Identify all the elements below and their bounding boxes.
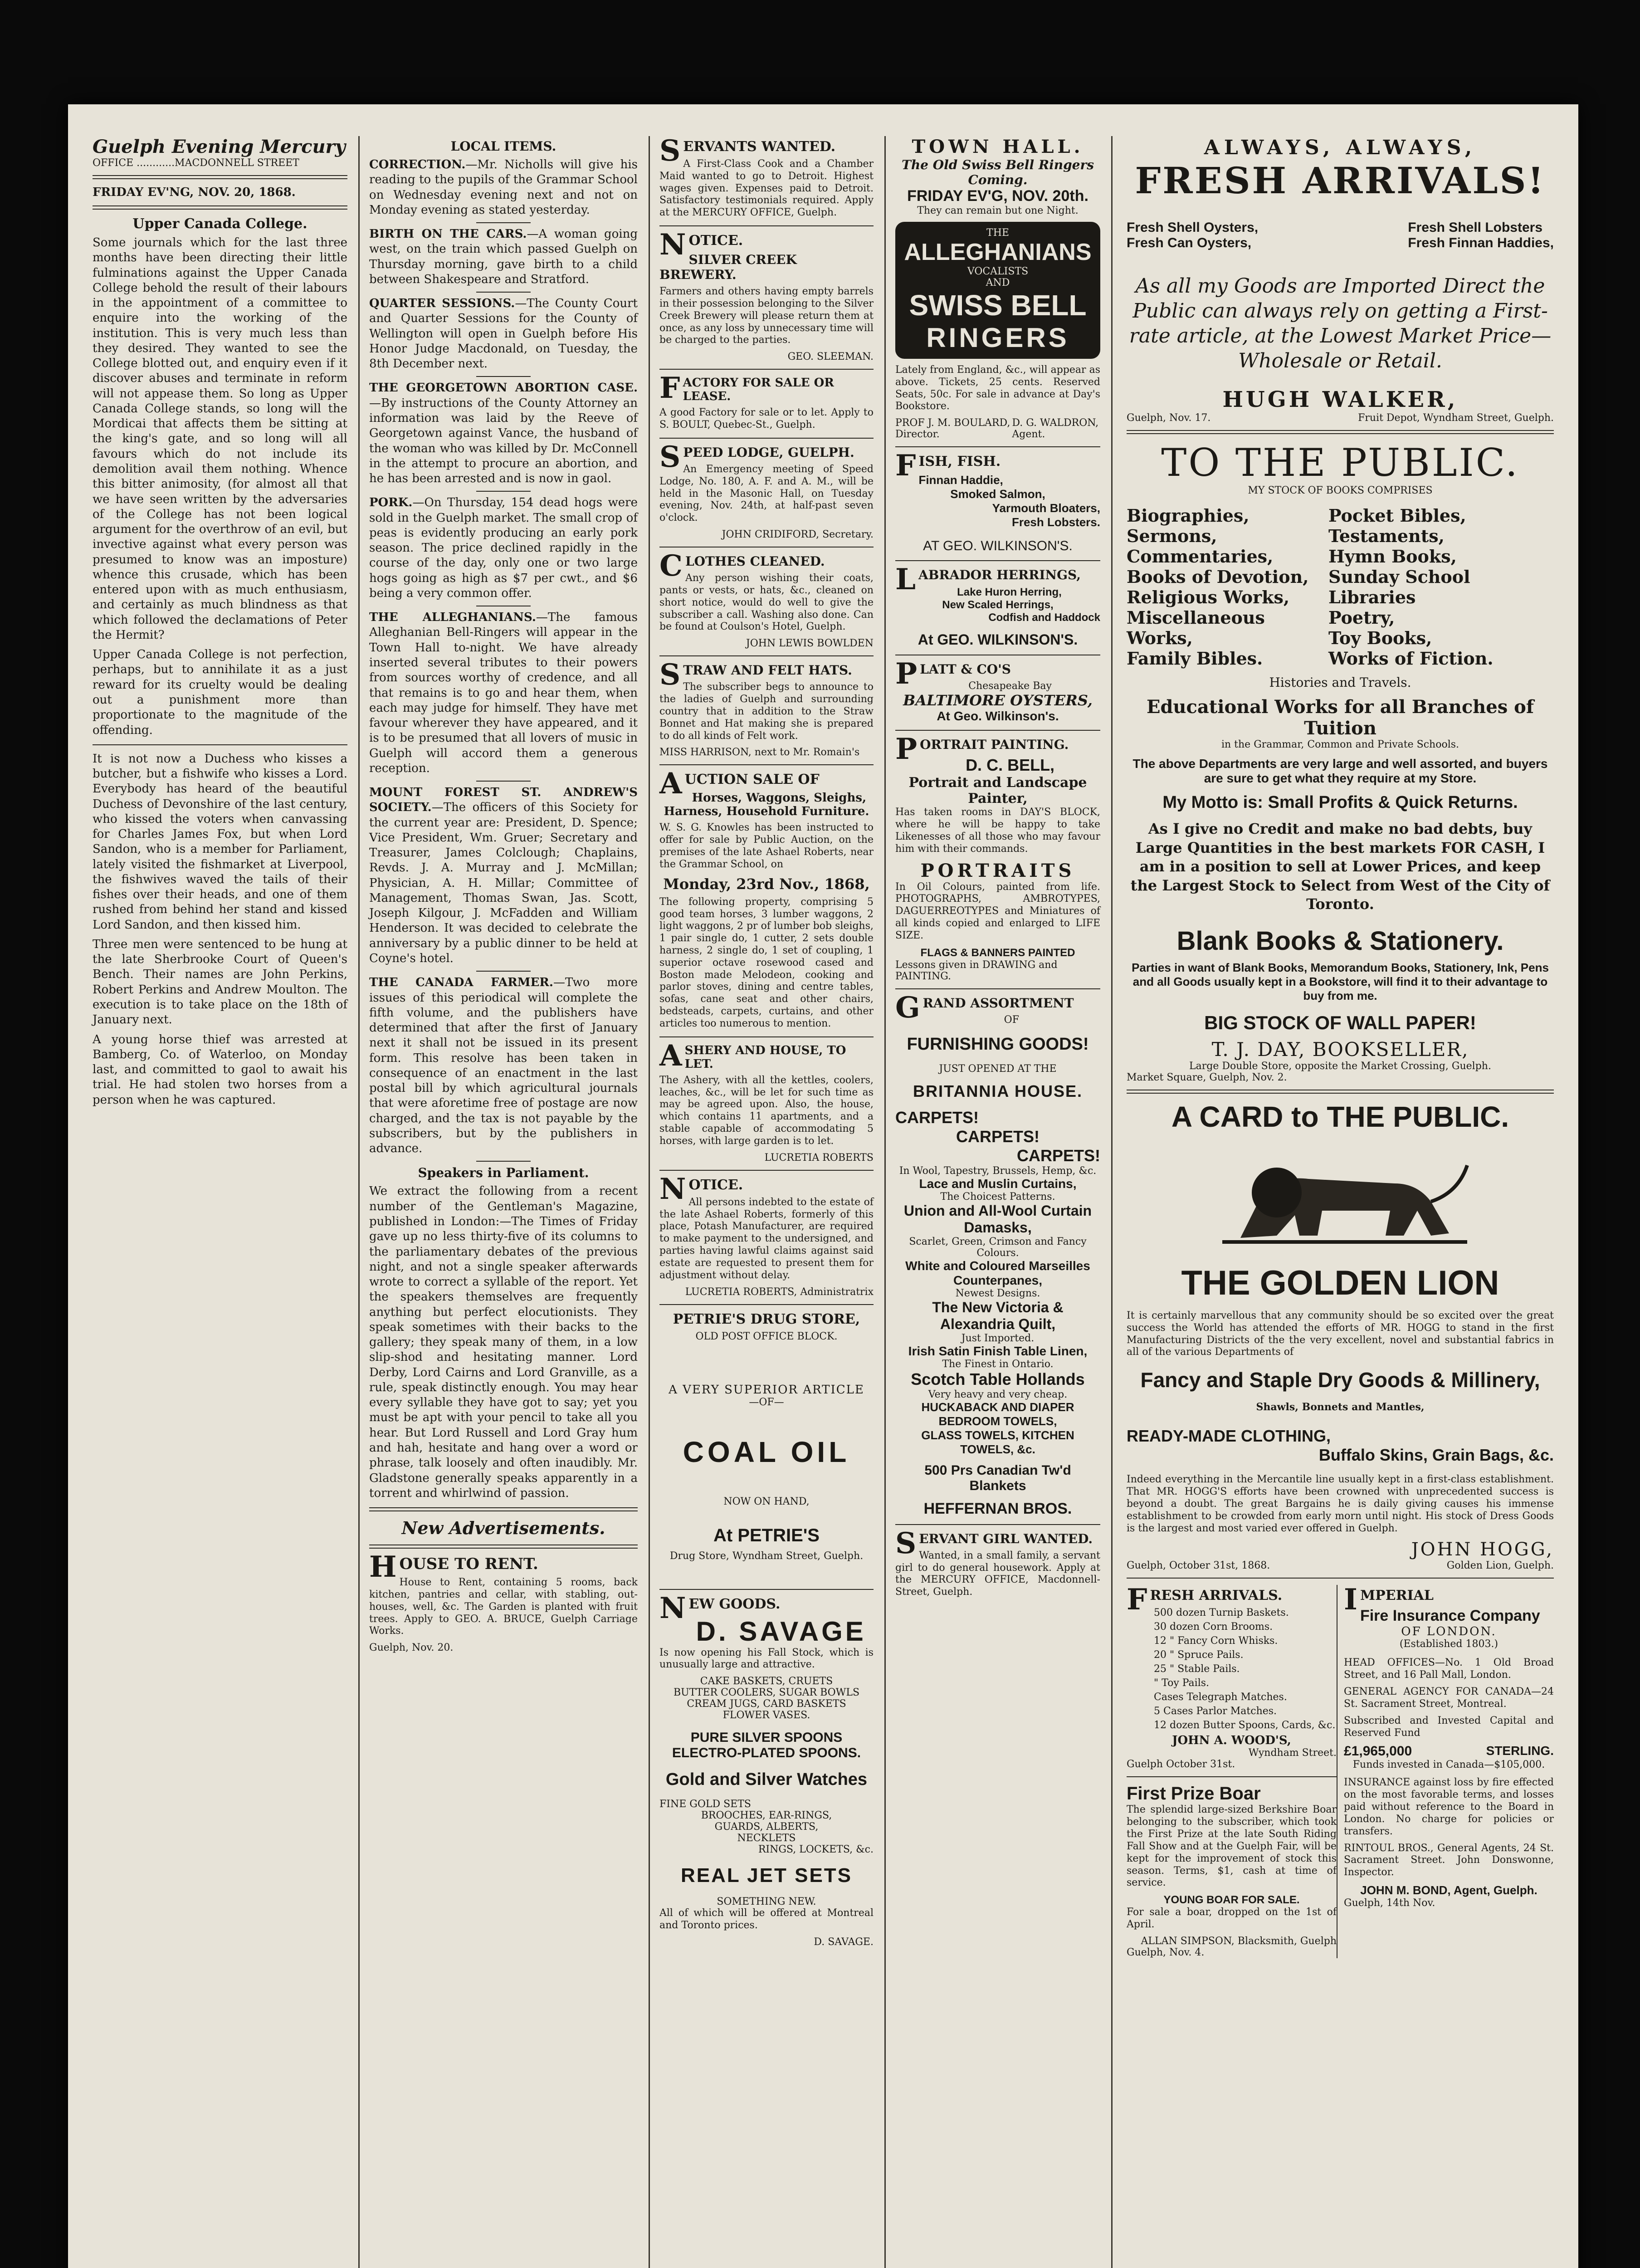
- ad-title: NOTICE.: [659, 1172, 743, 1206]
- ad-line: CARPETS!: [956, 1127, 1040, 1146]
- ad-line: ALWAYS, ALWAYS,: [1204, 136, 1477, 159]
- book-item: Biographies,: [1127, 505, 1250, 526]
- ad-line: HEFFERNAN BROS.: [923, 1500, 1072, 1517]
- ad-line: Scotch Table Hollands: [911, 1369, 1085, 1388]
- book-item: Poetry,: [1328, 607, 1395, 628]
- ad-title: IMPERIAL: [1344, 1583, 1434, 1617]
- divider: [93, 744, 347, 745]
- book-item: Family Bibles.: [1127, 648, 1263, 669]
- ad-text: It is certainly marvellous that any community should be so excited over the great success the World has attended the efforts of MR. HOGG to stand in the first Manufacturing Districts of the the very excellent, novel and substantial fabrics in all of the various Departments of: [1127, 1310, 1554, 1358]
- ad-line: Very heavy and very cheap.: [928, 1388, 1068, 1400]
- stock-item: 12 " Fancy Corn Whisks.: [1154, 1635, 1278, 1647]
- ad-line: New Scaled Herrings,: [942, 599, 1054, 611]
- ad-signature: JOHN CRIDIFORD, Secretary.: [722, 529, 874, 541]
- column-rule: [649, 136, 650, 2268]
- ad-text: All of which will be offered at Montreal and Toronto prices.: [659, 1907, 874, 1931]
- ad-line: SOMETHING NEW.: [717, 1896, 816, 1908]
- ad-line: Scarlet, Green, Crimson and Fancy Colours.: [909, 1236, 1087, 1259]
- ringers-headline: RINGERS: [926, 323, 1069, 353]
- ad-text: Any person wishing their coats, pants or vests, or hats, &c., cleaned on short notice, would do well to give the subscriber a call. Washing also done. Can be found at Coulson's Hotel, Guelph.: [659, 572, 874, 633]
- ad-title: SERVANTS WANTED.: [659, 136, 836, 168]
- ad-text: In Oil Colours, painted from life. PHOTOGRAPHS, AMBROTYPES, DAGUERREOTYPES and Miniatures of all kinds copied and enlarged to LIFE SIZE.: [895, 881, 1100, 941]
- article-paragraph: A young horse thief was arrested at Bamberg, Co. of Waterloo, on Monday last, and committed to gaol to await his trial. He had stolen two horses from a person when he was captured.: [93, 1032, 347, 1107]
- local-item-text: —Two more issues of this periodical will complete the fifth volume, and the publishers have determined that after the first of January next it shall not be issued in its present form. This resolve has been taken in consequence of an enactment in the last postal bill by which agricultural journals that were aforetime free of postage are now charged, and the tax is not payable by the subscribers, but by the publishers in advance.: [369, 976, 638, 1156]
- ad-signatures: [895, 417, 1100, 440]
- ad-line: Portrait and Landscape Painter,: [908, 775, 1087, 807]
- ad-signature: MISS HARRISON, next to Mr. Romain's: [659, 747, 860, 758]
- ad-text: An Emergency meeting of Speed Lodge, No. 180, A. F. and A. M., will be held in the Masonic Hall, on Tuesday evening, Nov. 24th, at half-past seven o'clock.: [659, 463, 874, 524]
- ad-line: Fresh Can Oysters,: [1127, 235, 1252, 250]
- ad-date: Guelph, 14th Nov.: [1344, 1897, 1435, 1909]
- bottom-ads-right: [1337, 1585, 1554, 1958]
- ad-line: The Old Swiss Bell Ringers Coming.: [901, 157, 1094, 187]
- divider: [1127, 1776, 1337, 1777]
- divider: [659, 1036, 874, 1037]
- local-item: [369, 227, 638, 287]
- ad-line: Fresh Finnan Haddies,: [1408, 235, 1554, 250]
- ad-line: My Motto is: Small Profits & Quick Returns.: [1162, 793, 1518, 812]
- lion-engraving: [1204, 1138, 1476, 1256]
- ad-date: Guelph, Nov. 20.: [369, 1642, 454, 1654]
- books-right: [1328, 505, 1554, 669]
- ad-line: CAKE BASKETS, CRUETS: [700, 1676, 833, 1687]
- ad-line: NECKLETS: [737, 1833, 796, 1844]
- article-paragraph: Three men were sentenced to be hung at the late Sherbrooke Court of Queen's Bench. Their names are John Perkins, Robert Perkins and Andrew Moulton. The execution is to take place on the 18th of January next.: [93, 937, 347, 1027]
- ad-line: The Choicest Patterns.: [940, 1191, 1055, 1202]
- alleghanians-headline: ALLEGHANIANS: [904, 239, 1092, 265]
- wood-items: [1127, 1607, 1337, 1731]
- local-item: [369, 785, 638, 966]
- ad-line: RINGS, LOCKETS, &c.: [758, 1844, 874, 1856]
- ad-line: NOW ON HAND,: [723, 1496, 810, 1507]
- column-3: [653, 136, 880, 2268]
- local-item: [369, 495, 638, 601]
- ad-date: Guelph October 31st.: [1127, 1759, 1235, 1770]
- local-item-title: THE CANADA FARMER.: [369, 976, 553, 990]
- ad-line: BALTIMORE OYSTERS,: [903, 692, 1093, 709]
- ad-title: First Prize Boar: [1127, 1784, 1261, 1804]
- ad-line: Newest Designs.: [955, 1287, 1040, 1299]
- ad-line: STERLING.: [1486, 1744, 1554, 1758]
- divider: [476, 292, 531, 293]
- card-headline: A CARD to THE PUBLIC.: [1171, 1100, 1509, 1133]
- auction-date: Monday, 23rd Nov., 1868,: [663, 875, 870, 893]
- ad-line: The Finest in Ontario.: [942, 1358, 1054, 1370]
- ad-line: CARPETS!: [1016, 1146, 1100, 1165]
- divider: [369, 1507, 638, 1511]
- ad-line: VOCALISTS: [967, 266, 1029, 277]
- column-1: [86, 136, 354, 2268]
- ad-line: BROOCHES, EAR-RINGS,: [701, 1810, 832, 1822]
- ad-signature: JOHN HOGG,: [1411, 1539, 1554, 1560]
- ad-line: JUST OPENED AT THE: [939, 1063, 1057, 1075]
- column-5: [1116, 136, 1565, 2268]
- ad-line: A VERY SUPERIOR ARTICLE: [669, 1383, 864, 1397]
- ad-line: Fire Insurance Company: [1360, 1607, 1540, 1625]
- fresh-arrivals-headline: FRESH ARRIVALS!: [1135, 159, 1546, 202]
- local-item: [369, 610, 638, 776]
- local-item-text: —A woman going west, on the train which passed Guelph on Thursday morning, gave birth to a child between Shakespeare and Stratford.: [369, 227, 638, 286]
- ad-subtitle: OLD POST OFFICE BLOCK.: [695, 1330, 838, 1342]
- divider: [895, 446, 1100, 447]
- local-item-text: —By instructions of the County Attorney an information was laid by the Reeve of Georgetown against Vance, the husband of the woman who was killed by Dr. McConnell in the attempt to procure an abortion, and he has been arrested and is now in gaol.: [369, 396, 638, 486]
- divider: [476, 1161, 531, 1162]
- divider: [659, 655, 874, 656]
- ad-text: Parties in want of Blank Books, Memorandum Books, Stationery, Ink, Pens and all Goods usually kept in a Bookstore, will find it to their advantage to buy from me.: [1132, 960, 1549, 1002]
- ad-line: Funds invested in Canada—$105,000.: [1352, 1759, 1545, 1771]
- ad-text: The Ashery, with all the kettles, coolers, leaches, &c., will be let for such time as may be agreed upon. Also, the house, which contains 11 apartments, and a stable capable of accommodating 5 horses, with large garden is to let.: [659, 1074, 874, 1147]
- ad-line: BRITANNIA HOUSE.: [913, 1081, 1083, 1100]
- ad-line: Smoked Salmon,: [950, 487, 1045, 501]
- stock-item: 5 Cases Parlor Matches.: [1154, 1706, 1277, 1717]
- ad-text: Is now opening his Fall Stock, which is unusually large and attractive.: [659, 1647, 874, 1671]
- column-4: [889, 136, 1107, 2268]
- divider: [1127, 1578, 1554, 1579]
- masthead-title: Guelph Evening Mercury: [93, 136, 346, 157]
- ad-title: AUCTION SALE OF: [659, 767, 820, 801]
- book-item: Miscellaneous Works,: [1127, 607, 1265, 648]
- ad-line: Histories and Travels.: [1269, 675, 1411, 690]
- books-left: [1127, 505, 1328, 669]
- ad-line: The above Departments are very large and well assorted, and buyers are sure to get what they require at my Store.: [1132, 757, 1548, 785]
- ad-line: Chesapeake Bay: [968, 680, 1052, 692]
- ad-line: GUARDS, ALBERTS,: [714, 1821, 819, 1833]
- ad-text: A First-Class Cook and a Chamber Maid wanted to go to Detroit. Highest wages given. Expenses paid to Detroit. Satisfactory testimonials required. Apply at the MERCURY OFFICE, Guelph.: [659, 158, 874, 219]
- ad-text: Farmers and others having empty barrels in their possession belonging to the Silver Creek Brewery will please return them at once, as any loss by unnecessary time will be charged to the parties.: [659, 286, 874, 346]
- local-item-text: —On Thursday, 154 dead hogs were sold in the Guelph market. The small crop of peas is evidently producing an early pork season. The price declined rapidly in the course of the day, only one or two large hogs going as high as $7 per cwt., and $6 being a very common offer.: [369, 496, 638, 600]
- ad-line: ELECTRO-PLATED SPOONS.: [672, 1745, 861, 1761]
- ad-line: Irish Satin Finish Table Linen,: [908, 1344, 1088, 1358]
- divider: [659, 1170, 874, 1171]
- stock-item: 30 dozen Corn Brooms.: [1154, 1621, 1273, 1633]
- local-item-title: QUARTER SESSIONS.: [369, 297, 515, 311]
- article-heading: Upper Canada College.: [132, 216, 308, 232]
- divider: [476, 222, 531, 223]
- golden-lion-headline: THE GOLDEN LION: [1181, 1263, 1499, 1302]
- book-item: Commentaries,: [1127, 546, 1274, 567]
- book-item: Pocket Bibles,: [1328, 505, 1466, 526]
- ad-title: NEW GOODS.: [659, 1591, 781, 1625]
- ad-title: STRAW AND FELT HATS.: [659, 658, 852, 692]
- ad-line: Just Imported.: [961, 1332, 1035, 1344]
- ad-line: OF: [1004, 1014, 1019, 1026]
- ad-line: FURNISHING GOODS!: [907, 1034, 1089, 1054]
- divider: [369, 1545, 638, 1549]
- column-rule: [884, 136, 886, 2268]
- ad-line: AND: [986, 277, 1010, 288]
- stock-item: 25 " Stable Pails.: [1154, 1663, 1240, 1675]
- ad-title: FACTORY FOR SALE OR LEASE.: [659, 371, 834, 406]
- divider: [659, 1304, 874, 1305]
- ad-title: PETRIE'S DRUG STORE,: [673, 1311, 860, 1327]
- ad-signature: LUCRETIA ROBERTS: [764, 1152, 874, 1163]
- book-item: Testaments,: [1328, 526, 1445, 546]
- column-rule: [1111, 136, 1113, 2268]
- divider: [93, 175, 347, 179]
- local-item-text: —The officers of this Society for the current year are: President, D. Spence; Vice President, Wm. Gruer; Secretary and Treasurer, James Colclough; Chaplains, Revds. J. A. Murray and J. McMillan; Physician, A. H. Millar; Committee of Management, Thomas Swan, Jas. Scott, Joseph Kilgour, J. McFadden and William Henderson. It was decided to celebrate the anniversary by a public dinner to be held at Coyne's hotel.: [369, 801, 638, 966]
- ad-title: PORTRAIT PAINTING.: [895, 732, 1069, 767]
- ad-line: BIG STOCK OF WALL PAPER!: [1204, 1012, 1476, 1033]
- ad-signature: GEO. SLEEMAN.: [787, 351, 874, 363]
- speakers-heading: Speakers in Parliament.: [418, 1165, 589, 1181]
- ad-text: House to Rent, containing 5 rooms, back kitchen, pantries and cellar, with stabling, out-houses, well, &c. The Garden is planted with fruit trees. Apply to GEO. A. BRUCE, Guelph Carriage Works.: [369, 1577, 638, 1637]
- ad-text: RINTOUL BROS., General Agents, 24 St. Sacrament Street. John Donswonne, Inspector.: [1344, 1842, 1554, 1878]
- book-item: Books of Devotion,: [1127, 567, 1309, 587]
- ad-title: HOUSE TO RENT.: [369, 1550, 538, 1584]
- column-rule: [358, 136, 360, 2268]
- ad-text: The splendid large-sized Berkshire Boar belonging to the subscriber, which took the First Prize at the late South Riding Fall Show and at the Guelph Fair, will be kept for the improvement of stock this season. Terms, $1, cash at time of service.: [1127, 1804, 1337, 1889]
- ad-line: At GEO. WILKINSON'S.: [918, 631, 1078, 648]
- local-item: [369, 157, 638, 218]
- divider: [659, 369, 874, 370]
- column-2: [363, 136, 644, 2268]
- ad-signature: JOHN LEWIS BOWLDEN: [746, 638, 874, 650]
- local-item-text: —The County Court and Quarter Sessions for the County of Wellington will open in Guelph before His Honor Judge Macdonald, on Tuesday, the 8th December next.: [369, 297, 638, 371]
- ad-text: As all my Goods are Imported Direct the Public can always rely on getting a First-rate article, at the Lowest Market Price—Wholesale or Retail.: [1129, 274, 1552, 372]
- ad-line: (Established 1803.): [1399, 1638, 1498, 1650]
- ad-line: White and Coloured Marseilles Counterpanes,: [905, 1258, 1090, 1287]
- bottom-ads-left: [1127, 1585, 1337, 1958]
- local-item: [369, 975, 638, 1156]
- ad-line: Finnan Haddie,: [918, 473, 1003, 487]
- ad-line: In Wool, Tapestry, Brussels, Hemp, &c.: [899, 1165, 1097, 1177]
- ad-line: —OF—: [749, 1396, 784, 1408]
- divider: [1127, 1090, 1554, 1094]
- blank-books-headline: Blank Books & Stationery.: [1176, 926, 1504, 956]
- divider: [659, 764, 874, 765]
- local-item-title: MOUNT FOREST ST. ANDREW'S SOCIETY.: [369, 786, 638, 815]
- ad-title: FRESH ARRIVALS.: [1127, 1583, 1283, 1617]
- masthead-date: FRIDAY EV'NG, NOV. 20, 1868.: [93, 186, 296, 199]
- ad-line: HUCKABACK AND DIAPER BEDROOM TOWELS,: [921, 1400, 1074, 1428]
- ad-text: Subscribed and Invested Capital and Reserved Fund: [1344, 1715, 1554, 1739]
- ad-title: NOTICE.: [659, 228, 743, 262]
- ad-line: READY-MADE CLOTHING,: [1127, 1427, 1331, 1446]
- ad-date: Guelph, Nov. 17.: [1127, 412, 1211, 424]
- stock-item: 500 dozen Turnip Baskets.: [1154, 1607, 1289, 1619]
- ad-title: TOWN HALL.: [912, 136, 1084, 157]
- book-item: Sermons,: [1127, 526, 1217, 546]
- coal-oil-headline: COAL OIL: [683, 1435, 850, 1468]
- ad-subtitle: SILVER CREEK BREWERY.: [659, 252, 797, 283]
- ad-title: PLATT & CO'S: [895, 657, 1011, 691]
- ad-line: Lessons given in DRAWING and PAINTING.: [895, 959, 1058, 982]
- ad-text: All persons indebted to the estate of the late Ashael Roberts, formerly of this place, Potash Manufacturer, are required to make payment to the undersigned, and parties having lawful claims against said estate are requested to present them for adjustment without delay.: [659, 1196, 874, 1281]
- ad-text: A good Factory for sale or to let. Apply to S. BOULT, Quebec-St., Guelph.: [659, 407, 874, 431]
- bottom-ads: [1127, 1585, 1554, 1958]
- ad-line: GLASS TOWELS, KITCHEN TOWELS, &c.: [921, 1428, 1074, 1456]
- book-item: Religious Works,: [1127, 587, 1290, 607]
- books-list: [1127, 505, 1554, 669]
- ad-line: CARPETS!: [895, 1108, 979, 1127]
- ad-signature: JOHN M. BOND, Agent, Guelph.: [1360, 1883, 1538, 1897]
- local-item-title: CORRECTION.: [369, 158, 466, 171]
- divider: [476, 781, 531, 782]
- article-paragraph: Some journals which for the last three months have been directing their little fulminations against the Upper Canada College behold the result of their labours in the appointment of a committee to enquire into the working of the institution. This is very much less than they desired. They wanted to see the College blotted out, and enquiry even if it discover abuses and terminate in reform will not appease them. So long as Upper Canada College stands, so long will the Mordicai that affects them be sitting at the king's gate, and so long will all favours which do not include its demolition avail them nothing. Whence this bitter animosity, (for almost all that we have seen written by the adversaries of the College has not been logical argument for the overthrow of an evil, but invective against what every person was presumed to know was an imposture) whence this crusade, which has been entered upon with as much enthusiasm, and certainly as much blindness as that which followed the declamations of Peter the Hermit?: [93, 236, 347, 642]
- ad-line: REAL JET SETS: [680, 1864, 853, 1887]
- ad-line: THE: [986, 227, 1009, 239]
- ad-line: Gold and Silver Watches: [665, 1770, 868, 1789]
- divider: [659, 225, 874, 226]
- ad-line: PORTRAITS: [920, 860, 1075, 881]
- ad-title: ASHERY AND HOUSE, TO LET.: [659, 1038, 846, 1073]
- ad-text: Has taken rooms in DAY'S BLOCK, where he will be happy to take Likenesses of all those who may favour him with their commands.: [895, 807, 1100, 855]
- ad-line: Yarmouth Bloaters,: [992, 501, 1100, 515]
- ad-line: At PETRIE'S: [713, 1525, 820, 1545]
- ad-footer: [1127, 412, 1554, 424]
- ad-line: Fresh Shell Oysters,: [1127, 220, 1259, 235]
- ad-text: GENERAL AGENCY FOR CANADA—24 St. Sacrament Street, Montreal.: [1344, 1686, 1554, 1710]
- local-item: [369, 381, 638, 486]
- divider: [895, 988, 1100, 989]
- ad-title: LABRADOR HERRINGS,: [895, 562, 1081, 597]
- ad-address: Wyndham Street.: [1248, 1747, 1337, 1759]
- ad-line: They can remain but one Night.: [917, 205, 1079, 216]
- ad-line: Fancy and Staple Dry Goods & Millinery,: [1140, 1368, 1540, 1392]
- ad-text: As I give no Credit and make no bad debts, buy Large Quantities in the best markets FOR CASH, I am in a position to sell at Lower Prices, and keep the Largest Stock to Select from West of the City of Toronto.: [1130, 820, 1550, 913]
- book-item: Toy Books,: [1328, 628, 1432, 648]
- article-paragraph: Upper Canada College is not perfection, perhaps, but to annihilate it as a just reward for its cruelty would be dealing out a punishment more than proportionate to the magnitude of the offending.: [93, 648, 347, 737]
- capital-line: [1344, 1744, 1554, 1759]
- ad-line: in the Grammar, Common and Private Schools.: [1221, 739, 1459, 750]
- ad-text: The subscriber begs to announce to the ladies of Guelph and surrounding country that in addition to the Straw Bonnet and Hat making she is prepared to do all kinds of Felt work.: [659, 681, 874, 742]
- ad-text: INSURANCE against loss by fire effected on the most favorable terms, and losses paid without reference to the Board in London. No charge for policies or transfers.: [1344, 1777, 1554, 1837]
- stock-item: " Toy Pails.: [1154, 1677, 1210, 1689]
- ad-text: For sale a boar, dropped on the 1st of April.: [1127, 1906, 1337, 1931]
- ad-text: Indeed everything in the Mercantile line usually kept in a first-class establishment. That MR. HOGG'S efforts have been crowned with unprecedented success is beyond a doubt. The great Bargains he is daily giving causes his immense establishment to be crowded from early morn until night. His stock of Dress Goods is the largest and most varied ever offered in Guelph.: [1127, 1474, 1554, 1534]
- ad-text: The following property, comprising 5 good team horses, 3 lumber waggons, 2 light waggons, 2 pr of lumber bob sleighs, 1 pair single do, 1 cutter, 2 sets double harness, 2 single do, 1 set of coupling, 1 superior octave rosewood cased and Boston made Melodeon, cooking and parlor stoves, dining and centre tables, sofas, cane seat and other chairs, bedsteads, carpets, curtains, and other articles too numerous to mention.: [659, 896, 874, 1029]
- fresh-list: [1127, 220, 1554, 251]
- ad-line: Union and All-Wool Curtain Damasks,: [903, 1202, 1092, 1236]
- ad-address: Large Double Store, opposite the Market Crossing, Guelph.: [1189, 1060, 1491, 1072]
- savage-headline: D. SAVAGE: [696, 1616, 866, 1647]
- ad-line: CREAM JUGS, CARD BASKETS: [687, 1698, 846, 1710]
- ad-line: Lake Huron Herring,: [957, 586, 1062, 599]
- book-item: Works of Fiction.: [1328, 648, 1494, 669]
- ad-text: Lately from England, &c., will appear as above. Tickets, 25 cents. Reserved Seats, 50c. For sale in advance at Day's Bookstore.: [895, 364, 1100, 412]
- ad-line: PURE SILVER SPOONS: [690, 1730, 843, 1745]
- ad-signature: LUCRETIA ROBERTS, Administratrix: [685, 1286, 874, 1298]
- ad-signature: PROF J. M. BOULARD, Director.: [895, 417, 1010, 440]
- divider: [1127, 430, 1554, 434]
- ad-title: CLOTHES CLEANED.: [659, 549, 825, 583]
- ad-line: AT GEO. WILKINSON'S.: [923, 538, 1073, 554]
- divider: [476, 376, 531, 377]
- to-public-headline: TO THE PUBLIC.: [1161, 440, 1519, 485]
- ad-line: 500 Prs Canadian Tw'd Blankets: [924, 1462, 1071, 1493]
- ad-line: Drug Store, Wyndham Street, Guelph.: [669, 1550, 864, 1562]
- divider: [476, 491, 531, 492]
- ad-line: MY STOCK OF BOOKS COMPRISES: [1248, 485, 1433, 496]
- ad-line: Buffalo Skins, Grain Bags, &c.: [1318, 1446, 1554, 1465]
- divider: [659, 438, 874, 439]
- ad-line: BUTTER COOLERS, SUGAR BOWLS: [673, 1687, 860, 1699]
- ad-signature: HUGH WALKER,: [1222, 387, 1458, 412]
- ad-signature: JOHN A. WOOD'S,: [1172, 1734, 1291, 1748]
- ad-line: Shawls, Bonnets and Mantles,: [1256, 1401, 1425, 1413]
- ad-signature: T. J. DAY, BOOKSELLER,: [1211, 1038, 1469, 1061]
- bell-ringers-banner: [895, 222, 1100, 359]
- ad-signature: D. SAVAGE.: [814, 1936, 874, 1948]
- ad-address: Golden Lion, Guelph.: [1446, 1560, 1554, 1572]
- ad-line: Educational Works for all Branches of Tuition: [1146, 696, 1534, 739]
- ad-line: FRIDAY EV'G, NOV. 20th.: [907, 187, 1088, 205]
- divider: [93, 205, 347, 210]
- local-item: [369, 296, 638, 371]
- local-items-heading: LOCAL ITEMS.: [450, 139, 556, 154]
- divider: [895, 730, 1100, 731]
- divider: [659, 1589, 874, 1590]
- stock-item: 20 " Spruce Pails.: [1154, 1649, 1244, 1661]
- stock-item: 12 dozen Butter Spoons, Cards, &c.: [1154, 1720, 1336, 1731]
- ad-text: Wanted, in a small family, a servant girl to do general housework. Apply at the MERCURY OFFICE, Macdonnell-Street, Guelph.: [895, 1549, 1100, 1598]
- local-items-list: [369, 157, 638, 1162]
- ad-line: FLOWER VASES.: [722, 1710, 810, 1721]
- local-item-title: BIRTH ON THE CARS.: [369, 227, 527, 241]
- ad-line: D. C. BELL,: [966, 756, 1055, 775]
- ad-line: Codfish and Haddock: [988, 611, 1100, 624]
- swiss-bell-headline: SWISS BELL: [909, 289, 1087, 322]
- ad-subtitle: Horses, Waggons, Sleighs, Harness, Household Furniture.: [664, 791, 869, 819]
- masthead-office: OFFICE ............MACDONNELL STREET: [93, 157, 299, 169]
- ad-signature: D. G. WALDRON, Agent.: [1012, 417, 1099, 440]
- ad-address: Fruit Depot, Wyndham Street, Guelph.: [1358, 412, 1554, 424]
- article-paragraph: We extract the following from a recent number of the Gentleman's Magazine, published in London:—The Times of Friday gave up no less thirty-five of its columns to the parliamentary debates of the previous night, and not a single speaker afterwards wrote to correct a syllable of the report. Yet the speakers themselves are frequently anything but perfect elocutionists. They speak sometimes with their backs to the gallery; they speak many of them, in a low slip-shod and hesitating manner. Lord Derby, Lord Cairns and Lord Granville, as a rule, speak distinctly enough. You may hear every syllable they have got to say; yet you must be apt with your pencil to take all you hear. But Lord Russell and Lord Gray hum and hah, hesitate and hang over a word or phrase, talk loosely and often inaudibly. Mr. Gladstone generally speaks apparently in a torrent and whirlwind of passion.: [369, 1184, 638, 1500]
- ad-line: FINE GOLD SETS: [659, 1799, 751, 1810]
- newspaper-page: [68, 104, 1578, 2268]
- divider: [476, 971, 531, 972]
- local-item-title: THE ALLEGHANIANS.: [369, 611, 536, 625]
- new-advertisements-heading: New Advertisements.: [401, 1518, 605, 1539]
- stock-item: Cases Telegraph Matches.: [1154, 1691, 1287, 1703]
- ad-line: The New Victoria & Alexandria Quilt,: [932, 1299, 1064, 1332]
- book-item: Hymn Books,: [1328, 546, 1457, 567]
- ad-line: FLAGS & BANNERS PAINTED: [920, 946, 1075, 959]
- ad-text: HEAD OFFICES—No. 1 Old Broad Street, and 16 Pall Mall, London.: [1344, 1657, 1554, 1681]
- ad-line: At Geo. Wilkinson's.: [937, 709, 1059, 723]
- local-item-title: PORK.: [369, 496, 413, 510]
- ad-date: Market Square, Guelph, Nov. 2.: [1127, 1071, 1287, 1083]
- article-paragraph: It is not now a Duchess who kisses a butcher, but a fishwife who kisses a Lord. Everybody has heard of the beautiful Duchess of Devonshire of the last century, who kissed the voters when canvassing for Charles James Fox, but when Lord Sandon, who is a member for Parliament, lately visited the fishmarket at Liverpool, the fishwives waved the tails of their fishes over their heads, and one of them rushed from behind her stand and kissed Lord Sandon, and then kissed him.: [93, 752, 347, 932]
- ad-line: OF LONDON.: [1401, 1625, 1497, 1639]
- ad-footer: [1127, 1560, 1554, 1571]
- ad-signature: ALLAN SIMPSON, Blacksmith, Guelph: [1141, 1935, 1337, 1947]
- ad-line: YOUNG BOAR FOR SALE.: [1163, 1894, 1300, 1906]
- ad-amount: £1,965,000: [1344, 1744, 1412, 1759]
- ad-line: Fresh Lobsters.: [1011, 515, 1100, 529]
- ad-title: FISH, FISH.: [895, 449, 1001, 483]
- ad-title: SPEED LODGE, GUELPH.: [659, 440, 854, 474]
- ad-title: SERVANT GIRL WANTED.: [895, 1526, 1093, 1560]
- divider: [895, 560, 1100, 561]
- ad-line: Lace and Muslin Curtains,: [919, 1176, 1077, 1191]
- divider: [895, 1524, 1100, 1525]
- local-item-text: —The famous Alleghanian Bell-Ringers will appear in the Town Hall to-night. We have already inserted several tributes to their powers from sources worthy of credence, and all that remains is to go and hear them, when each may judge for himself. They have met favour wherever they have appeared, and it is to be presumed that all lovers of music in Guelph will accord them a generous reception.: [369, 611, 638, 775]
- local-item-text: —Mr. Nicholls will give his reading to the pupils of the Grammar School on Wednesday evening next and not on Monday evening as stated yesterday.: [369, 158, 638, 217]
- ad-title: GRAND ASSORTMENT: [895, 990, 1074, 1025]
- book-item: Sunday School Libraries: [1328, 567, 1470, 607]
- ad-date: Guelph, October 31st, 1868.: [1127, 1560, 1270, 1572]
- ad-line: Fresh Shell Lobsters: [1408, 220, 1543, 235]
- local-item-title: THE GEORGETOWN ABORTION CASE.: [369, 381, 638, 395]
- ad-text: W. S. G. Knowles has been instructed to offer for sale by Public Auction, on the premises of the late Ashael Roberts, near the Grammar School, on: [659, 822, 874, 870]
- ad-date: Guelph, Nov. 4.: [1127, 1946, 1205, 1958]
